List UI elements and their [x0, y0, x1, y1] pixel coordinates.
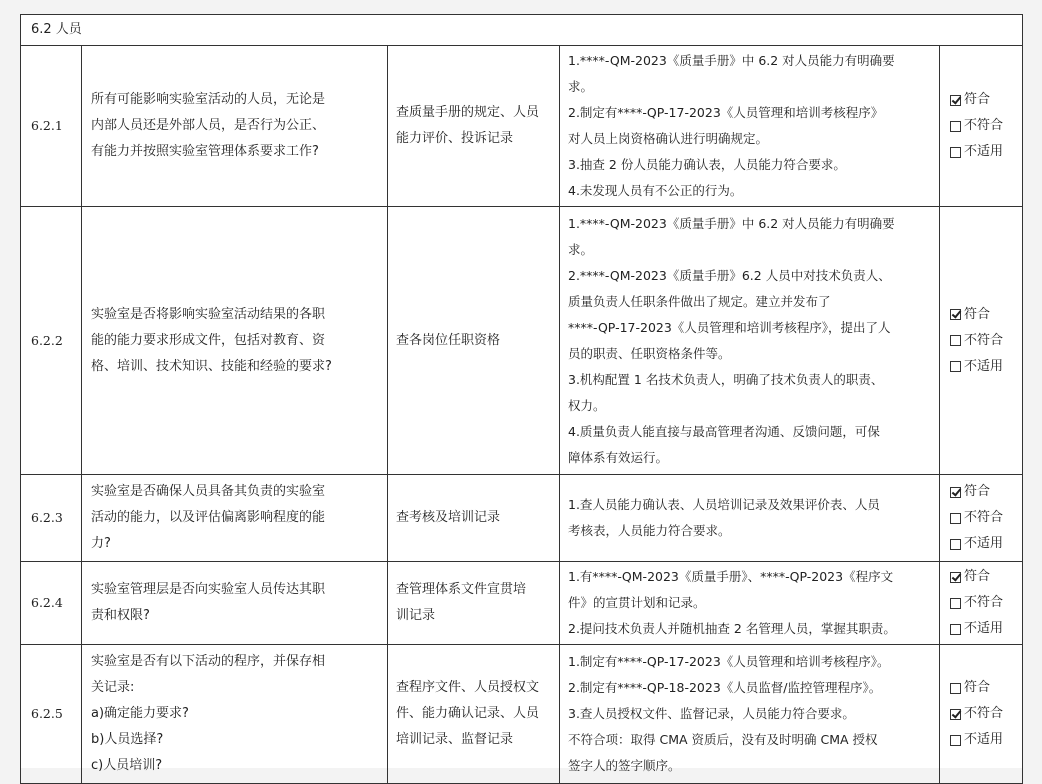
- clause-number: 6.2.2: [21, 207, 82, 475]
- review-record: [560, 46, 940, 207]
- conclusion-option[interactable]: [950, 302, 1022, 328]
- review-record-line: 4.质量负责人能直接与最高管理者沟通、反馈问题，可保: [568, 423, 880, 439]
- review-question: [82, 46, 388, 207]
- conclusion-option[interactable]: [950, 113, 1022, 139]
- review-question-line: 实验室是否将影响实验室活动结果的各职: [91, 306, 326, 322]
- review-record-line: 1.****-QM-2023《质量手册》中 6.2 对人员能力有明确要: [568, 215, 895, 231]
- option-label: 不适用: [964, 144, 1004, 159]
- checked-box-icon[interactable]: [950, 95, 961, 106]
- option-label: 符合: [964, 306, 991, 322]
- review-method: [388, 207, 560, 475]
- review-record-line: 3.抽查 2 份人员能力确认表，人员能力符合要求。: [568, 157, 846, 172]
- conclusion-option[interactable]: [950, 727, 1022, 753]
- review-record-line: 件》的宣贯计划和记录。: [568, 595, 706, 610]
- section-header-row: [21, 15, 1023, 46]
- conclusion-options: [940, 207, 1023, 475]
- review-record-line: 1.查人员能力确认表、人员培训记录及效果评价表、人员: [568, 497, 880, 512]
- option-label: 不符合: [964, 510, 1004, 525]
- conclusion-option[interactable]: [950, 479, 1022, 505]
- conclusion-options: [940, 46, 1023, 207]
- review-record-line: 3.机构配置 1 名技术负责人，明确了技术负责人的职责、: [568, 371, 884, 387]
- review-record: [560, 562, 940, 645]
- unchecked-box-icon[interactable]: [950, 361, 961, 372]
- option-label: 不符合: [964, 595, 1004, 610]
- checked-box-icon[interactable]: [950, 309, 961, 320]
- review-record-line: 障体系有效运行。: [568, 449, 669, 465]
- checklist-row: [21, 46, 1023, 207]
- review-question-line: 责和权限?: [91, 608, 150, 623]
- conclusion-options: [940, 475, 1023, 562]
- review-method-line: 查各岗位任职资格: [396, 332, 501, 348]
- review-method-line: 查质量手册的规定、人员: [396, 105, 540, 120]
- option-label: 符合: [964, 680, 991, 695]
- personnel-checklist-table: [20, 14, 1023, 784]
- review-question-line: c)人员培训?: [91, 758, 163, 773]
- option-label: 不适用: [964, 732, 1004, 747]
- conclusion-option[interactable]: [950, 701, 1022, 727]
- checked-box-icon[interactable]: [950, 487, 961, 498]
- review-record-line: 对人员上岗资格确认进行明确规定。: [568, 131, 769, 146]
- review-record-line: 2.****-QM-2023《质量手册》6.2 人员中对技术负责人、: [568, 267, 891, 283]
- review-record-line: 签字人的签字顺序。: [568, 758, 681, 773]
- checklist-row: [21, 475, 1023, 562]
- review-question-line: 内部人员还是外部人员，是否行为公正、: [91, 118, 326, 133]
- option-label: 符合: [964, 484, 991, 499]
- conclusion-option[interactable]: [950, 87, 1022, 113]
- conclusion-option[interactable]: [950, 505, 1022, 531]
- review-question-line: 力?: [91, 536, 111, 551]
- review-record-line: 2.制定有****-QP-18-2023《人员监督/监控管理程序》。: [568, 680, 882, 695]
- review-record-line: 质量负责人任职条件做出了规定。建立并发布了: [568, 293, 831, 309]
- review-question-line: 实验室是否有以下活动的程序，并保存相: [91, 654, 326, 669]
- review-record-line: 员的职责、任职资格条件等。: [568, 345, 731, 361]
- review-question: [82, 562, 388, 645]
- option-label: 符合: [964, 569, 991, 584]
- option-label: 不适用: [964, 536, 1004, 551]
- review-question: [82, 475, 388, 562]
- conclusion-option[interactable]: [950, 354, 1022, 380]
- review-method-line: 查管理体系文件宣贯培: [396, 582, 527, 597]
- review-question-line: 实验室管理层是否向实验室人员传达其职: [91, 582, 326, 597]
- checked-box-icon[interactable]: [950, 572, 961, 583]
- review-question-line: 有能力并按照实验室管理体系要求工作?: [91, 144, 319, 159]
- review-record-line: 1.有****-QM-2023《质量手册》、****-QP-2023《程序文: [568, 569, 894, 584]
- review-method-line: 查程序文件、人员授权文: [396, 680, 540, 695]
- clause-number: 6.2.5: [21, 645, 82, 784]
- review-method-line: 训记录: [396, 608, 436, 623]
- review-record: [560, 645, 940, 784]
- review-record-line: ****-QP-17-2023《人员管理和培训考核程序》，提出了人: [568, 319, 891, 335]
- review-question-line: 所有可能影响实验室活动的人员，无论是: [91, 92, 326, 107]
- review-method-line: 件、能力确认记录、人员: [396, 706, 540, 721]
- review-record-line: 3.查人员授权文件、监督记录，人员能力符合要求。: [568, 706, 855, 721]
- clause-number: 6.2.1: [21, 46, 82, 207]
- review-method: [388, 475, 560, 562]
- review-method: [388, 46, 560, 207]
- review-method-line: 培训记录、监督记录: [396, 732, 514, 747]
- conclusion-option[interactable]: [950, 590, 1022, 616]
- unchecked-box-icon[interactable]: [950, 735, 961, 746]
- clause-number: 6.2.3: [21, 475, 82, 562]
- unchecked-box-icon[interactable]: [950, 624, 961, 635]
- section-title: 6.2 人员: [21, 15, 1023, 46]
- review-record-line: 4.未发现人员有不公正的行为。: [568, 183, 743, 198]
- review-question-line: 能的能力要求形成文件，包括对教育、资: [91, 332, 326, 348]
- option-label: 不符合: [964, 706, 1004, 721]
- review-record-line: 2.制定有****-QP-17-2023《人员管理和培训考核程序》: [568, 105, 884, 120]
- inspection-sheet: [20, 14, 1022, 773]
- conclusion-options: [940, 645, 1023, 784]
- review-record-line: 权力。: [568, 397, 606, 413]
- review-question-line: 格、培训、技术知识、技能和经验的要求?: [91, 358, 332, 374]
- review-record-line: 1.制定有****-QP-17-2023《人员管理和培训考核程序》。: [568, 654, 890, 669]
- checklist-row: [21, 207, 1023, 475]
- review-question-line: 关记录:: [91, 680, 135, 695]
- conclusion-option[interactable]: [950, 616, 1022, 642]
- review-question: [82, 645, 388, 784]
- review-question-line: 实验室是否确保人员具备其负责的实验室: [91, 484, 326, 499]
- review-question-line: 活动的能力，以及评估偏离影响程度的能: [91, 510, 326, 525]
- unchecked-box-icon[interactable]: [950, 539, 961, 550]
- unchecked-box-icon[interactable]: [950, 335, 961, 346]
- unchecked-box-icon[interactable]: [950, 147, 961, 158]
- unchecked-box-icon[interactable]: [950, 683, 961, 694]
- conclusion-option[interactable]: [950, 675, 1022, 701]
- option-label: 符合: [964, 92, 991, 107]
- review-method: [388, 562, 560, 645]
- option-label: 不适用: [964, 621, 1004, 636]
- unchecked-box-icon[interactable]: [950, 513, 961, 524]
- option-label: 不符合: [964, 332, 1004, 348]
- review-method-line: 查考核及培训记录: [396, 510, 501, 525]
- checked-box-icon[interactable]: [950, 709, 961, 720]
- review-record-line: 求。: [568, 79, 594, 94]
- review-record-line: 不符合项：取得 CMA 资质后，没有及时明确 CMA 授权: [568, 732, 878, 747]
- option-label: 不适用: [964, 358, 1004, 374]
- checklist-row: [21, 562, 1023, 645]
- review-record-line: 2.提问技术负责人并随机抽查 2 名管理人员，掌握其职责。: [568, 621, 896, 636]
- conclusion-option[interactable]: [950, 531, 1022, 557]
- conclusion-option[interactable]: [950, 564, 1022, 590]
- review-method-line: 能力评价、投诉记录: [396, 131, 514, 146]
- review-question-line: b)人员选择?: [91, 732, 164, 747]
- unchecked-box-icon[interactable]: [950, 598, 961, 609]
- review-record: [560, 475, 940, 562]
- review-record-line: 1.****-QM-2023《质量手册》中 6.2 对人员能力有明确要: [568, 53, 895, 68]
- review-question-line: a)确定能力要求?: [91, 706, 189, 721]
- review-question: [82, 207, 388, 475]
- review-record-line: 考核表，人员能力符合要求。: [568, 523, 731, 538]
- conclusion-options: [940, 562, 1023, 645]
- review-record-line: 求。: [568, 241, 594, 257]
- review-record: [560, 207, 940, 475]
- conclusion-option[interactable]: [950, 328, 1022, 354]
- option-label: 不符合: [964, 118, 1004, 133]
- unchecked-box-icon[interactable]: [950, 121, 961, 132]
- checklist-row: [21, 645, 1023, 784]
- clause-number: 6.2.4: [21, 562, 82, 645]
- review-method: [388, 645, 560, 784]
- conclusion-option[interactable]: [950, 139, 1022, 165]
